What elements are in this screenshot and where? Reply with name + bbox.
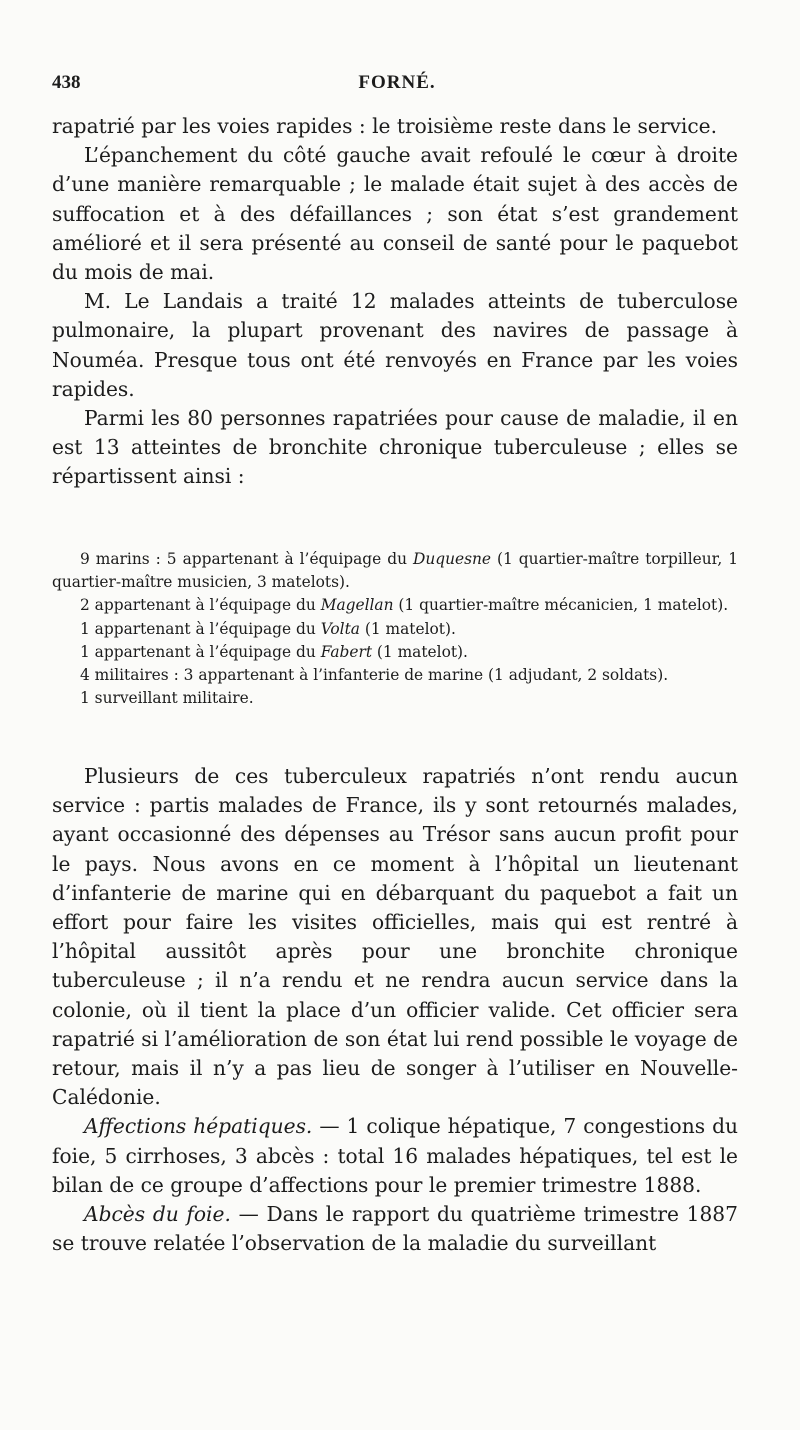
paragraph-rapatriees: Parmi les 80 personnes rapatriées pour cause de maladie, il en est 13 atteintes de bronchite chronique tuberculeuse ; elles se répartissent ainsi : <box>52 406 738 489</box>
paragraph-continuation: rapatrié par les voies rapides : le troisième reste dans le service. <box>52 114 718 138</box>
section-heading: Abcès du foie. <box>84 1202 231 1227</box>
main-text-top <box>52 112 738 492</box>
main-text-bottom <box>52 762 738 1258</box>
list-item: 9 marins : 5 appartenant à l’équipage du Duquesne (1 quartier-maître torpilleur, 1 quartier-maître musicien, 3 matelots). <box>52 550 738 592</box>
paragraph-affections-hepatiques: Affections hépatiques. — 1 colique hépatique, 7 congestions du foie, 5 cirrhoses, 3 abcès : total 16 malades hépatiques, tel est le bilan de ce groupe d’affections pour le premier trimestre 1888. <box>52 1114 738 1197</box>
list-item: 4 militaires : 3 appartenant à l’infanterie de marine (1 adjudant, 2 soldats). <box>80 666 669 685</box>
paragraph-tuberculeux: Plusieurs de ces tuberculeux rapatriés n’ont rendu aucun service : partis malades de France, ils y sont retournés malades, ayant occasionné des dépenses au Trésor sans aucun profit pour le pays. Nous avons en ce moment à l’hôpital un lieutenant d’infanterie de marine qui en débarquant du paquebot a fait un effort pour faire les visites officielles, mais qui est rentré à l’hôpital aussitôt après pour une bronchite chronique tuberculeuse ; il n’a rendu et ne rendra aucun service dans la colonie, où il tient la place d’un officier valide. Cet officier sera rapatrié si l’amélioration de son état lui rend possible le voyage de retour, mais il n’y a pas lieu de songer à l’utiliser en Nouvelle-Calédonie. <box>52 764 738 1110</box>
list-item: 2 appartenant à l’équipage du Magellan (1 quartier-maître mécanicien, 1 matelot). <box>80 596 729 615</box>
running-title: FORNÉ. <box>358 72 436 93</box>
paragraph-abces-du-foie: Abcès du foie. — Dans le rapport du quatrième trimestre 1887 se trouve relatée l’observation de la maladie du surveillant <box>52 1202 738 1256</box>
paragraph-landais: M. Le Landais a traité 12 malades atteints de tuberculose pulmonaire, la plupart provenant des navires de passage à Nouméa. Presque tous ont été renvoyés en France par les voies rapides. <box>52 289 738 401</box>
page-number: 438 <box>52 72 81 93</box>
page-header <box>52 62 742 102</box>
breakdown-list <box>52 548 738 710</box>
list-item: 1 appartenant à l’équipage du Volta (1 matelot). <box>80 619 456 638</box>
section-heading: Affections hépatiques. <box>84 1114 313 1139</box>
paragraph-epanchement: L’épanchement du côté gauche avait refoulé le cœur à droite d’une manière remarquable ; le malade était sujet à des accès de suffocation et à des défaillances ; son état s’est grandement amélioré et il sera présenté au conseil de santé pour le paquebot du mois de mai. <box>52 143 738 285</box>
list-item: 1 surveillant militaire. <box>80 689 254 708</box>
list-item: 1 appartenant à l’équipage du Fabert (1 matelot). <box>80 642 468 661</box>
